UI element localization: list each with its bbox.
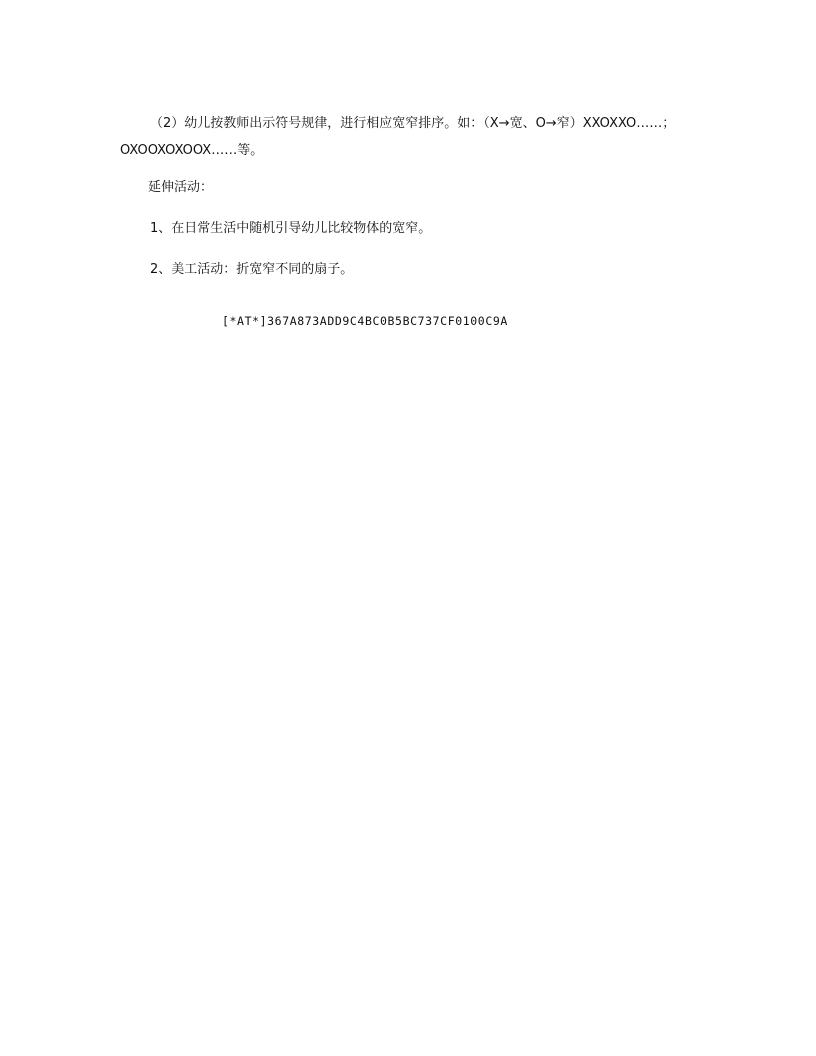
paragraph-line-1: （2）幼儿按教师出示符号规律，进行相应宽窄排序。如：（X→宽、O→窄）XXOXXO……；	[150, 116, 676, 131]
list-item-1: 1、在日常生活中随机引导幼儿比较物体的宽窄。	[150, 221, 432, 236]
footer-code: [*AT*]367A873ADD9C4BC0B5BC737CF0100C9A	[222, 314, 508, 328]
section-heading: 延伸活动：	[148, 180, 214, 195]
list-item-2: 2、美工活动：折宽窄不同的扇子。	[150, 262, 354, 277]
paragraph-line-2: OXOOXOXOOX……等。	[120, 143, 264, 158]
